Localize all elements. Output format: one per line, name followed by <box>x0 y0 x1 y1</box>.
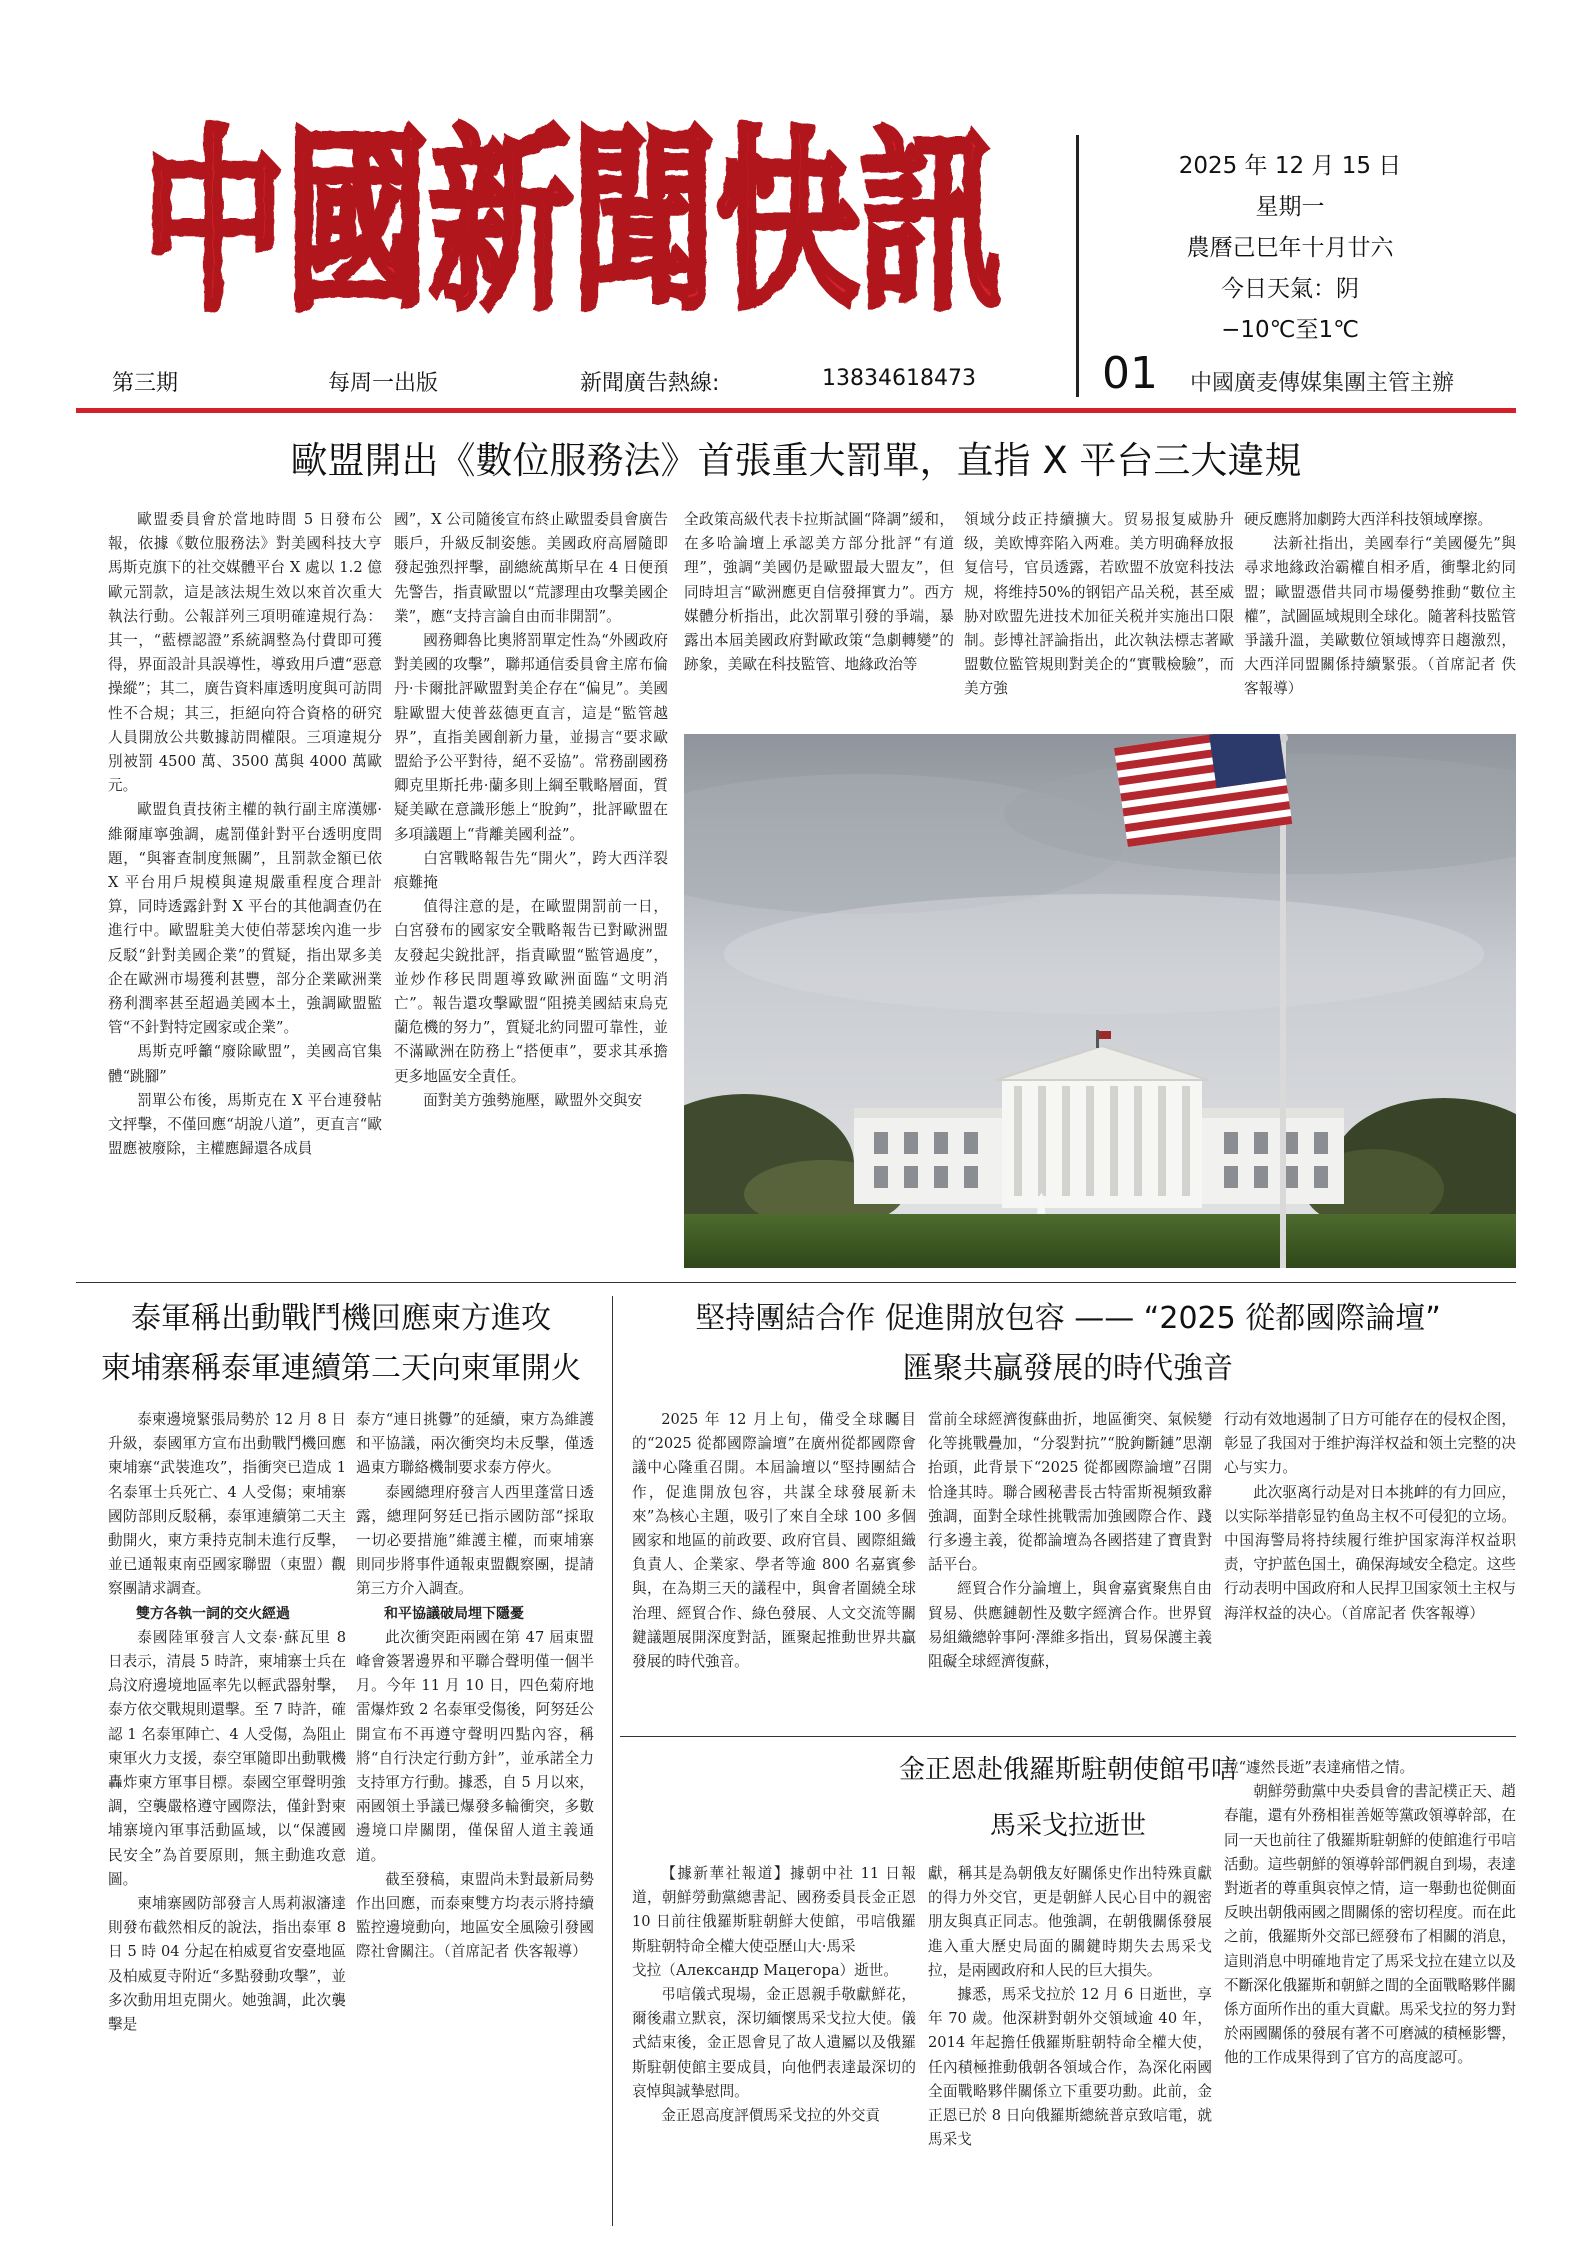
masthead-red-rule <box>76 408 1516 413</box>
thai-headline-2: 柬埔寨稱泰軍連續第二天向柬軍開火 <box>101 1351 581 1386</box>
issue-weekday: 星期一 <box>1255 194 1325 220</box>
subheading: 和平協議破局埋下隱憂 <box>384 1605 524 1622</box>
thai-column-2 <box>356 1408 594 2228</box>
paragraph: 金正恩高度評價馬采戈拉的外交貢 <box>661 2107 881 2125</box>
kim-headline-2: 馬采戈拉逝世 <box>989 1811 1146 1841</box>
kim-column-1 <box>632 1862 916 2230</box>
paragraph: 泰方“連日挑釁”的延續，柬方為維護和平協議，兩次衝突均未反擊，僅透過東方聯絡機制要求泰方停火。 <box>356 1411 594 1477</box>
paragraph: 硬反應將加劇跨大西洋科技領域摩擦。 <box>1244 511 1493 528</box>
paragraph: 白宮戰略報告先“開火”，跨大西洋裂痕難掩 <box>394 849 668 892</box>
paragraph: 此次驱离行动是对日本挑衅的有力回应，以实际举措彰显钓鱼岛主权不可侵犯的立场。中国海警局将持续履行维护国家海洋权益职责，守护蓝色国土，确保海域安全稳定。这些行动表明中国政府和人民捍卫国家领土主权与海洋权益的决心。（首席記者 佚客報導） <box>1224 1483 1516 1622</box>
issue-date: 2025 年 12 月 15 日 <box>1178 153 1402 179</box>
lead-column-4 <box>964 508 1234 726</box>
paragraph: 此次衝突距兩國在第 47 屆東盟峰會簽署邊界和平聯合聲明僅一個半月。今年 11 月 10 日，四色菊府地雷爆炸致 2 名泰軍受傷後，阿努廷公開宣布不再遵守聲明四點內容，稱將“自行決定行動方針”，並承諾全力支持軍方行動。據悉，自 5 月以來，兩國領土爭議已爆發多輪衝突，多數邊境口岸關閉，僅保留人道主義通道。 <box>356 1628 594 1864</box>
paragraph: 法新社指出，美國奉行“美國優先”與尋求地緣政治霸權自相矛盾，衝擊北約同盟；歐盟憑借共同市場優勢推動“數位主權”，試圖區域規則全球化。隨著科技監管爭議升溫，美歐數位領域博弈日趨激烈，大西洋同盟關係持續緊張。（首席記者 佚客報導） <box>1244 535 1516 698</box>
forum-headline-1: 堅持團結合作 促進開放包容 —— “2025 從都國際論壇” <box>695 1301 1441 1336</box>
paragraph: 全政策高級代表卡拉斯試圖“降調”緩和，在多哈論壇上承認美方部分批評“有道理”，強調“美國仍是歐盟最大盟友”，但同時坦言“歐洲應更自信發揮實力”。西方媒體分析指出，此次罰單引發的爭端，暴露出本屆美國政府對歐政策“急劇轉變”的跡象，美歐在科技監管、地緣政治等 <box>684 511 954 674</box>
ad-hotline-number: 13834618473 <box>822 366 976 391</box>
page-number: 01 <box>1102 348 1158 399</box>
section-divider <box>76 1282 1516 1283</box>
paragraph: 獻，稱其是為朝俄友好關係史作出特殊貢獻的得力外交官，更是朝鮮人民心目中的親密朋友與真正同志。他強調，在朝俄關係發展進入重大歷史局面的關鍵時期失去馬采戈拉，是兩國政府和人民的巨大損失。 <box>928 1865 1212 1979</box>
paragraph: 國”，X 公司隨後宣布終止歐盟委員會廣告賬戶，升級反制姿態。美國政府高層隨即發起強烈抨擊，副總統萬斯早在 4 日便預先警告，指責歐盟以“荒謬理由攻擊美國企業”，應“支持言論自由而非開罰”。 <box>394 511 668 625</box>
paragraph: 戈拉（Александр Мацегора）逝世。 <box>632 1961 898 1979</box>
forum-column-2 <box>928 1408 1212 1726</box>
paragraph: 拉“遽然長逝”表達痛惜之情。 <box>1224 1759 1415 1776</box>
lunar-date: 農曆己巳年十月廿六 <box>1186 235 1394 261</box>
paragraph: 泰國陸軍發言人文泰·蘇瓦里 8 日表示，清晨 5 時許，柬埔寨士兵在烏汶府邊境地區率先以輕武器射擊，泰方依交戰規則還擊。至 7 時許，確認 1 名泰軍陣亡、4 人受傷，為阻止柬軍火力支援，泰空軍隨即出動戰機轟炸柬方軍事目標。泰國空軍聲明強調，空襲嚴格遵守國際法，僅針對柬埔寨境內軍事活動區域，以“保護國民安全”為首要原則，無主動進攻意圖。 <box>108 1628 346 1888</box>
ad-hotline-label: 新聞廣告熱線: <box>580 371 720 396</box>
kim-column-3 <box>1224 1756 1516 2230</box>
publication-frequency: 每周一出版 <box>328 371 439 396</box>
lead-column-1 <box>108 508 382 1274</box>
paragraph: 2025 年 12 月上旬，備受全球矚目的“2025 從都國際論壇”在廣州從都國際會議中心隆重召開。本屆論壇以“堅持團結合作，促進開放包容，共謀全球發展新未來”為核心主題，吸引了來自全球 100 多個國家和地區的前政要、政府官員、國際組織負責人、企業家、學者等逾 800 名嘉賓參與，在為期三天的議程中，與會者圍繞全球治理、經貿合作、綠色發展、人文交流等關鍵議題展開深度對話，匯聚起推動世界共贏發展的時代強音。 <box>632 1411 916 1671</box>
paragraph: 行动有效地遏制了日方可能存在的侵权企图，彰显了我国对于维护海洋权益和领土完整的决心与实力。 <box>1224 1411 1516 1477</box>
temperature: −10℃至1℃ <box>1221 317 1359 343</box>
paragraph: 當前全球經濟復蘇曲折，地區衝突、氣候變化等挑戰疊加，“分裂對抗”“脫鉤斷鏈”思潮抬頭，此背景下“2025 從都國際論壇”召開恰逢其時。聯合國秘書長古特雷斯視頻致辭強調，面對全球性挑戰需加強國際合作、踐行多邊主義，從都論壇為各國搭建了寶貴對話平台。 <box>928 1411 1212 1574</box>
forum-column-1 <box>632 1408 916 1726</box>
lead-column-2 <box>394 508 668 1274</box>
column-divider <box>612 1296 613 2226</box>
subheading: 雙方各執一詞的交火經過 <box>136 1605 290 1622</box>
paragraph: 馬斯克呼籲“廢除歐盟”，美國高官集體“跳腳” <box>108 1043 382 1085</box>
lead-column-5 <box>1244 508 1516 726</box>
lead-column-3 <box>684 508 954 726</box>
paragraph: 罰單公布後，馬斯克在 X 平台連發帖文抨擊，不僅回應“胡說八道”，更直言“歐盟應被廢除，主權應歸還各成員 <box>108 1091 382 1158</box>
paragraph: 泰國總理府發言人西里蓬當日透露，總理阿努廷已指示國防部“採取一切必要措施”維護主權，而柬埔寨則同步將事件通報東盟觀察團，提請第三方介入調查。 <box>356 1483 594 1598</box>
paragraph: 截至發稿，東盟尚未對最新局勢作出回應，而泰柬雙方均表示將持續監控邊境動向，地區安全風險引發國際社會關注。（首席記者 佚客報導） <box>356 1870 594 1961</box>
paragraph: 弔唁儀式現場，金正恩親手敬獻鮮花，爾後肅立默哀，深切緬懷馬采戈拉大使。儀式結束後，金正恩會見了故人遺屬以及俄羅斯駐朝使館主要成員，向他們表達最深切的哀悼與誠摯慰問。 <box>632 1986 916 2100</box>
forum-column-3 <box>1224 1408 1516 1726</box>
masthead-date-block <box>1100 146 1480 351</box>
paragraph: 泰柬邊境緊張局勢於 12 月 8 日升級，泰國軍方宣布出動戰鬥機回應柬埔寨“武裝進攻”，指衝突已造成 1 名泰軍士兵死亡、4 人受傷；柬埔寨國防部則反駁稱，泰軍連續第二天主動開火，柬方秉持克制未進行反擊，並已通報東南亞國家聯盟（東盟）觀察團請求調查。 <box>108 1411 346 1598</box>
lead-photo-white-house <box>684 734 1516 1268</box>
paragraph: 據悉，馬采戈拉於 12 月 6 日逝世，享年 70 歲。他深耕對朝外交領域逾 40 年，2014 年起擔任俄羅斯駐朝特命全權大使，任內積極推動俄朝各領域合作，為深化兩國全面戰略夥伴關係立下重要功勳。此前，金正恩已於 8 日向俄羅斯總統普京致唁電，就馬采戈 <box>928 1986 1212 2149</box>
kim-headline-1: 金正恩赴俄羅斯駐朝使館弔唁 <box>898 1755 1237 1785</box>
paragraph: 【據新華社報道】據朝中社 11 日報道，朝鮮勞動黨總書記、國務委員長金正恩 10 日前往俄羅斯駐朝鮮大使館，弔唁俄羅斯駐朝特命全權大使亞歷山大·馬采 <box>632 1865 916 1955</box>
masthead-logo <box>132 104 1012 330</box>
paragraph: 國務卿魯比奧將罰單定性為“外國政府對美國的攻擊”，聯邦通信委員會主席布倫丹·卡爾批評歐盟對美企存在“偏見”。美國駐歐盟大使普茲德更直言，這是“監管越界”，直指美國創新力量，並揚言“要求歐盟給予公平對待，絕不妥協”。常務副國務卿克里斯托弗·蘭多則上綱至戰略層面，質疑美歐在意識形態上“脫鉤”，批評歐盟在多項議題上“背離美國利益”。 <box>394 632 668 843</box>
masthead-title: 中國新聞快訊 <box>142 107 1003 330</box>
paragraph: 經貿合作分論壇上，與會嘉賓聚焦自由貿易、供應鏈韌性及數字經濟合作。世界貿易組織總幹事阿·澤維多指出，貿易保護主義阻礙全球經濟復蘇， <box>928 1580 1212 1671</box>
thai-headline-1: 泰軍稱出動戰鬥機回應柬方進攻 <box>131 1301 551 1336</box>
paragraph: 領域分歧正持續擴大。贸易报复威胁升级，美欧博弈陷入两难。美方明确释放报复信号，官员透露，若欧盟不放宽科技法规，将维持50%的钢铝产品关税，甚至威胁对欧盟先进技术加征关税并实施出口限制。彭博社評論指出，此次執法標志著歐盟數位監管規則對美企的“實戰檢驗”，而美方強 <box>964 511 1234 698</box>
kim-column-2 <box>928 1862 1212 2230</box>
section-divider <box>620 1736 1516 1737</box>
lead-headline: 歐盟開出《數位服務法》首張重大罰單，直指 X 平台三大違規 <box>290 439 1302 482</box>
forum-headline-2: 匯聚共贏發展的時代強音 <box>903 1351 1233 1386</box>
publisher: 中國廣麦傳媒集團主管主辦 <box>1190 371 1455 396</box>
paragraph: 歐盟委員會於當地時間 5 日發布公報，依據《數位服務法》對美國科技大亨馬斯克旗下的社交媒體平台 X 處以 1.2 億歐元罰款，這是該法規生效以來首次重大執法行動。公報詳列三項明確違規行為：其一，“藍標認證”系統調整為付費即可獲得，界面設計具誤導性，導致用戶遭“惡意操縱”；其二，廣告資料庫透明度與可訪問性不合規；其三，拒絕向符合資格的研究人員開放公共數據訪問權限。三項違規分別被罰 4500 萬、3500 萬與 4000 萬歐元。 <box>108 511 382 795</box>
issue-number: 第三期 <box>112 371 179 396</box>
thai-column-1 <box>108 1408 346 2228</box>
paragraph: 值得注意的是，在歐盟開罰前一日，白宮發布的國家安全戰略報告已對歐洲盟友發起尖銳批評，指責歐盟“監管過度”，並炒作移民問題導致歐洲面臨“文明消亡”。報告還攻擊歐盟“阻撓美國結束烏克蘭危機的努力”，質疑北約同盟可靠性，並不滿歐洲在防務上“搭便車”，要求其承擔更多地區安全責任。 <box>394 898 668 1085</box>
masthead-title-graphic <box>132 104 1012 330</box>
paragraph: 面對美方強勢施壓，歐盟外交與安 <box>423 1091 643 1109</box>
paragraph: 朝鮮勞動黨中央委員會的書記樸正天、趙春龍，還有外務相崔善姬等黨政領導幹部，在同一天也前往了俄羅斯駐朝鮮的使館進行弔唁活動。這些朝鮮的領導幹部們親自到場，表達對逝者的尊重與哀悼之情，這一舉動也從側面反映出朝俄兩國之間關係的密切程度。而在此之前，俄羅斯外交部已經發布了相關的消息，這則消息中明確地肯定了馬采戈拉在建立以及不斷深化俄羅斯和朝鮮之間的全面戰略夥伴關係方面所作出的重大貢獻。馬采戈拉的努力對於兩國關係的發展有著不可磨滅的積極影響，他的工作成果得到了官方的高度認可。 <box>1224 1783 1516 2067</box>
weather: 今日天氣：阴 <box>1221 276 1359 302</box>
masthead-divider <box>1076 135 1079 397</box>
paragraph: 柬埔寨國防部發言人馬莉淑瀋達則發布截然相反的說法，指出泰軍 8 日 5 時 04 分起在柏威夏省安臺地區及柏威夏寺附近“多點發動攻擊”，並多次動用坦克開火。她強調，此次襲擊是 <box>108 1895 346 2034</box>
paragraph: 歐盟負責技術主權的執行副主席漢娜·維爾庫寧強調，處罰僅針對平台透明度問題，“與審查制度無關”，且罰款金額已依 X 平台用戶規模與違規嚴重程度合理計算，同時透露針對 X 平台的其他調查仍在進行中。歐盟駐美大使伯蒂瑟埃內進一步反駁“針對美國企業”的質疑，指出眾多美企在歐洲市場獲利甚豐，部分企業歐洲業務利潤率甚至超過美國本土，強調歐盟監管“不針對特定國家或企業”。 <box>108 801 382 1037</box>
